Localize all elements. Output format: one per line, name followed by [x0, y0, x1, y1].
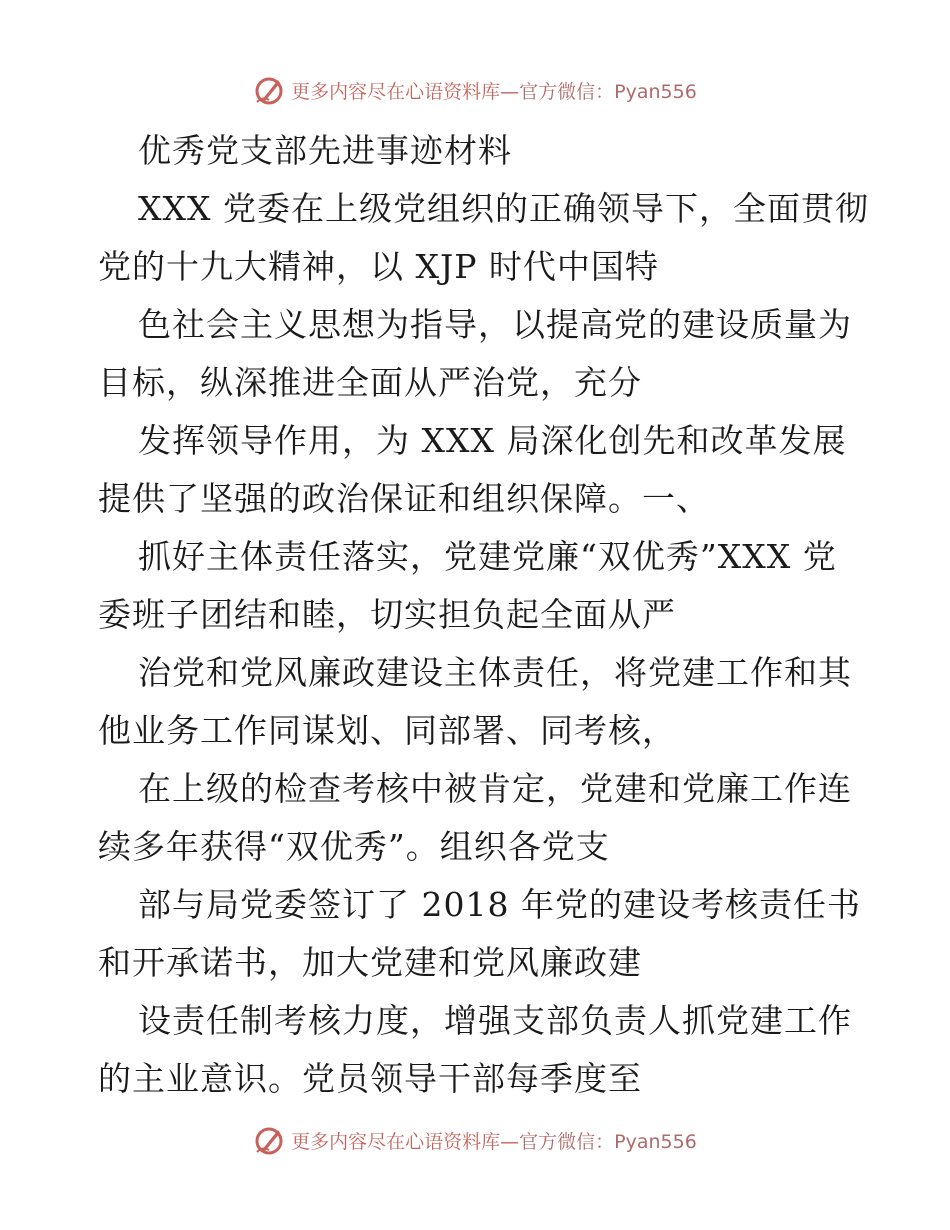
watermark-main-text: 更多内容尽在心语资料库 — [291, 1130, 501, 1153]
footer-watermark — [0, 1120, 950, 1160]
quill-pen-logo-icon — [253, 1124, 285, 1156]
watermark-dash: — — [500, 1130, 520, 1153]
text-line: 发挥领导作用，为 XXX 局深化创先和改革发展 — [138, 421, 847, 460]
text-line: 委班子团结和睦，切实担负起全面从严 — [98, 595, 676, 634]
text-line: 的主业意识。党员领导干部每季度至 — [98, 1059, 642, 1098]
text-line: 部与局党委签订了 2018 年党的建设考核责任书 — [138, 885, 861, 924]
document-title: 优秀党支部先进事迹材料 — [138, 131, 512, 170]
text-line: 治党和党风廉政建设主体责任，将党建工作和其 — [138, 653, 852, 692]
watermark-text — [291, 1127, 697, 1154]
quill-pen-logo-icon — [253, 74, 285, 106]
text-line: 他业务工作同谋划、同部署、同考核， — [98, 711, 676, 750]
text-line: 在上级的检查考核中被肯定，党建和党廉工作连 — [138, 769, 852, 808]
text-line: 色社会主义思想为指导，以提高党的建设质量为 — [138, 305, 852, 344]
watermark-dash: — — [500, 80, 520, 103]
text-line: 和开承诺书，加大党建和党风廉政建 — [98, 943, 642, 982]
watermark-text — [291, 77, 697, 104]
watermark-main-text: 更多内容尽在心语资料库 — [291, 80, 501, 103]
text-line: 党的十九大精神，以 XJP 时代中国特 — [98, 247, 659, 286]
text-line: 目标，纵深推进全面从严治党，充分 — [98, 363, 642, 402]
text-line: 抓好主体责任落实，党建党廉“双优秀”XXX 党 — [138, 537, 837, 576]
watermark-contact: 官方微信：Pyan556 — [519, 80, 697, 103]
watermark-contact: 官方微信：Pyan556 — [519, 1130, 697, 1153]
text-line: 提供了坚强的政治保证和组织保障。一、 — [98, 479, 710, 518]
text-line: 续多年获得“双优秀”。组织各党支 — [98, 827, 610, 866]
header-watermark — [0, 70, 950, 110]
text-line: 设责任制考核力度，增强支部负责人抓党建工作 — [138, 1001, 852, 1040]
text-line: XXX 党委在上级党组织的正确领导下，全面贯彻 — [138, 189, 869, 228]
